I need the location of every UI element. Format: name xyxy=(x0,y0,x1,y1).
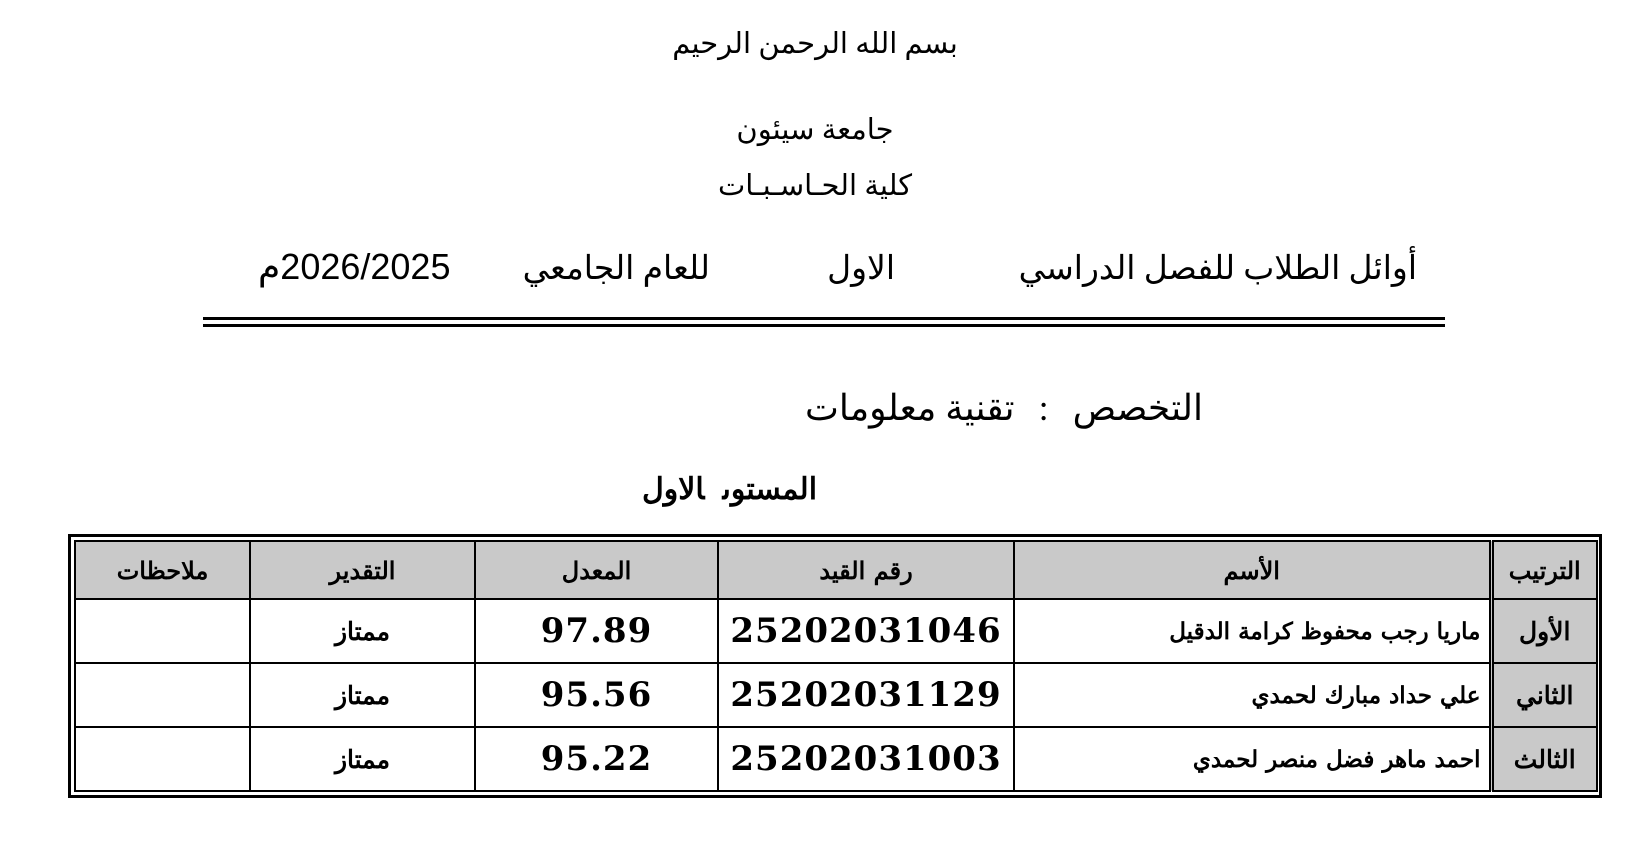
results-table-frame xyxy=(68,534,1602,798)
header-rank: الترتيب xyxy=(1491,541,1597,599)
specialization-value: تقنية معلومات xyxy=(805,388,1015,428)
header-notes: ملاحظات xyxy=(75,541,250,599)
faculty-name: كلية الحـاسـبـات xyxy=(717,170,913,202)
header-registration-number: رقم القيد xyxy=(718,541,1014,599)
top-students-label: أوائل الطلاب للفصل الدراسي xyxy=(1018,251,1417,287)
header-grade: التقدير xyxy=(250,541,475,599)
academic-year-label: للعام الجامعي xyxy=(522,251,710,287)
gpa-cell: 95.56 xyxy=(475,663,718,727)
basmala: بسم الله الرحمن الرحيم xyxy=(672,28,958,60)
semester-value: الاول xyxy=(827,251,895,287)
grade-cell: ممتاز xyxy=(250,599,475,663)
grade-cell: ممتاز xyxy=(250,727,475,791)
specialization-label: التخصص xyxy=(1072,388,1203,428)
specialization-colon: : xyxy=(1038,388,1049,428)
specialization-line xyxy=(805,387,1203,429)
level-label: المستوى xyxy=(722,472,818,507)
header-divider-top xyxy=(203,317,1445,320)
rank-cell: الأول xyxy=(1491,599,1597,663)
notes-cell xyxy=(75,727,250,791)
table-header-row xyxy=(75,541,1597,599)
rank-cell: الثالث xyxy=(1491,727,1597,791)
notes-cell xyxy=(75,663,250,727)
rank-cell: الثاني xyxy=(1491,663,1597,727)
name-cell: ماريا رجب محفوظ كرامة الدقيل xyxy=(1014,599,1491,663)
registration-number-cell: 25202031129 xyxy=(718,663,1014,727)
results-table xyxy=(74,540,1598,792)
level-value: الاول xyxy=(642,472,705,507)
level-line xyxy=(642,472,817,507)
gpa-cell: 95.22 xyxy=(475,727,718,791)
name-cell: احمد ماهر فضل منصر لحمدي xyxy=(1014,727,1491,791)
gpa-cell: 97.89 xyxy=(475,599,718,663)
registration-number-cell: 25202031003 xyxy=(718,727,1014,791)
table-row xyxy=(75,663,1597,727)
table-row xyxy=(75,599,1597,663)
registration-number-cell: 25202031046 xyxy=(718,599,1014,663)
header-gpa: المعدل xyxy=(475,541,718,599)
header-name: الأسم xyxy=(1014,541,1491,599)
notes-cell xyxy=(75,599,250,663)
grade-cell: ممتاز xyxy=(250,663,475,727)
table-row xyxy=(75,727,1597,791)
university-name: جامعة سيئون xyxy=(736,114,894,146)
academic-year-value: 2026/2025م xyxy=(258,246,451,287)
header-divider-bottom xyxy=(203,324,1445,327)
name-cell: علي حداد مبارك لحمدي xyxy=(1014,663,1491,727)
